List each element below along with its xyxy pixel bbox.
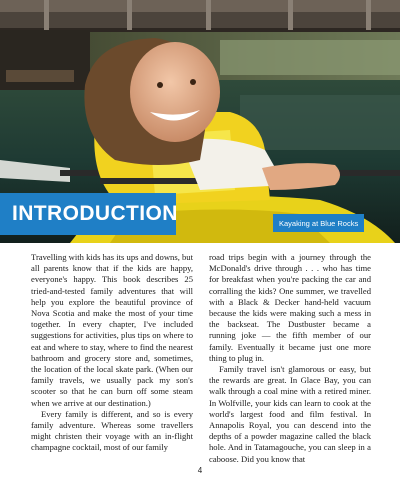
section-title-banner	[0, 193, 176, 235]
paragraph: Every family is different, and so is every family adventure. Whereas some travellers might christen their voyage with an in-flight champagne cocktail, most of our family	[31, 408, 193, 453]
paragraph: Family travel isn't glamorous or easy, but the rewards are great. In Glace Bay, you can walk through a coal mine with a retired miner. In Wolfville, your kids can learn to cook at the world's largest food and film festival. In Annapolis Royal, you can descend into the depths of a powder magazine called the black hole. And in Tatamagouche, you can sleep in a caboose. Did you know that	[209, 364, 371, 464]
body-text	[31, 252, 371, 465]
paragraph: road trips begin with a journey through the McDonald's drive through . . . who has time for breakfast when you're packing the car and corralling the kids? One summer, we travelled with a Black & Decker hand-held vacuum because the kids were making such a mess in the backseat. The Dustbuster became a running joke — the fifth member of our family. Eventually it became just one more thing to plug in.	[209, 252, 371, 363]
text-column-left	[31, 252, 193, 465]
photo-caption: Kayaking at Blue Rocks	[273, 214, 364, 232]
text-column-right	[209, 252, 371, 465]
paragraph: Travelling with kids has its ups and downs, but all parents know that if the kids are happy, everyone's happy. This book describes 25 tried-and-tested family adventures that will help you explore the beautiful province of Nova Scotia and make the most of your time together. In every chapter, I've included suggestions for activities, plus tips on where to eat and where to stay, where to find the nearest bathroom and grocery store and, sometimes, the location of the local skate park. (When our family travels, we usually pack my son's scooter so that he can burn off some steam when we arrive at our destination.)	[31, 252, 193, 408]
page-number: 4	[197, 466, 203, 475]
section-title: INTRODUCTION	[12, 202, 178, 225]
